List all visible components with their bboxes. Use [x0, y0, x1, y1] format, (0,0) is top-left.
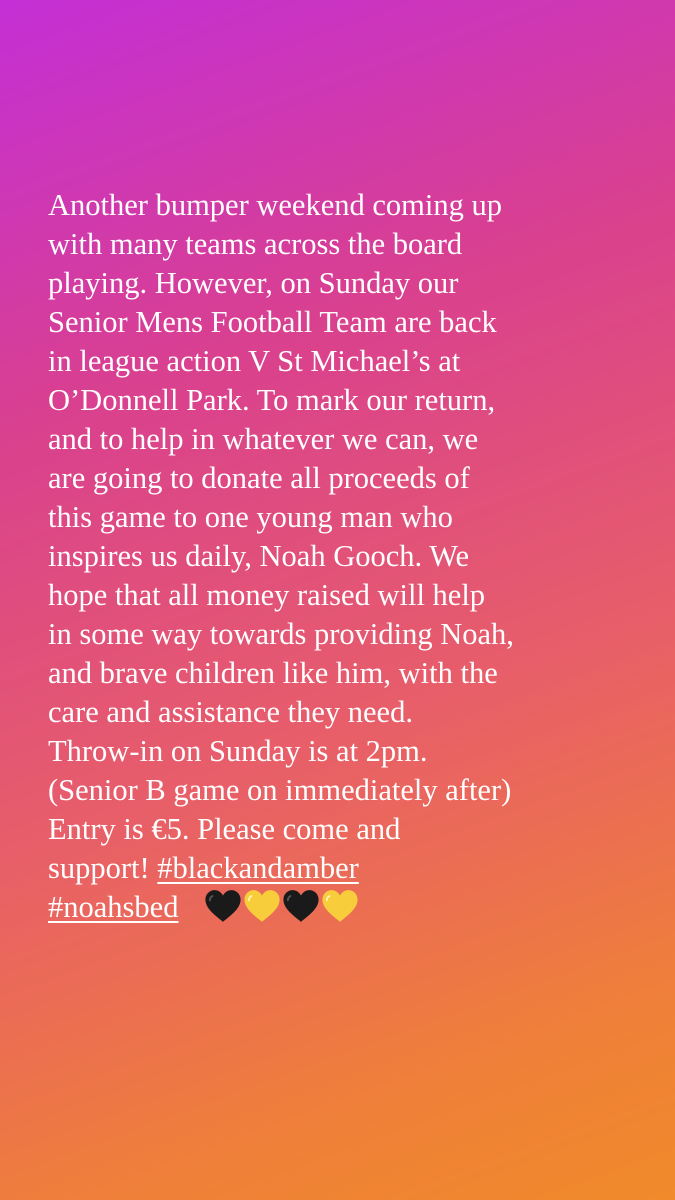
story-line: care and assistance they need.: [48, 695, 413, 729]
black-heart-icon: [282, 889, 320, 923]
black-heart-icon: [204, 889, 242, 923]
hashtag-line: [48, 888, 638, 933]
hashtag-blackandamber[interactable]: #blackandamber: [157, 851, 359, 885]
support-prefix: support!: [48, 851, 158, 885]
story-line: and to help in whatever we can, we: [48, 422, 479, 456]
story-line: inspires us daily, Noah Gooch. We: [48, 539, 470, 573]
support-line: [48, 849, 638, 888]
yellow-heart-icon: [321, 889, 359, 923]
story-line: Another bumper weekend coming up: [48, 188, 502, 222]
story-line: Senior Mens Football Team are back: [48, 305, 497, 339]
story-line: this game to one young man who: [48, 500, 453, 534]
story-line: hope that all money raised will help: [48, 578, 486, 612]
story-line: in some way towards providing Noah,: [48, 617, 514, 651]
story-line: (Senior B game on immediately after): [48, 773, 512, 807]
story-line: Entry is €5. Please come and: [48, 812, 401, 846]
story-line: in league action V St Michael’s at: [48, 344, 461, 378]
story-line: with many teams across the board: [48, 227, 463, 261]
story-line: and brave children like him, with the: [48, 656, 498, 690]
story-line: are going to donate all proceeds of: [48, 461, 470, 495]
story-text: [48, 186, 638, 933]
hashtag-noahsbed[interactable]: #noahsbed: [48, 890, 179, 924]
story-line: O’Donnell Park. To mark our return,: [48, 383, 496, 417]
story-line: playing. However, on Sunday our: [48, 266, 459, 300]
heart-emoji-row: [204, 889, 360, 933]
yellow-heart-icon: [243, 889, 281, 923]
story-line: Throw-in on Sunday is at 2pm.: [48, 734, 428, 768]
